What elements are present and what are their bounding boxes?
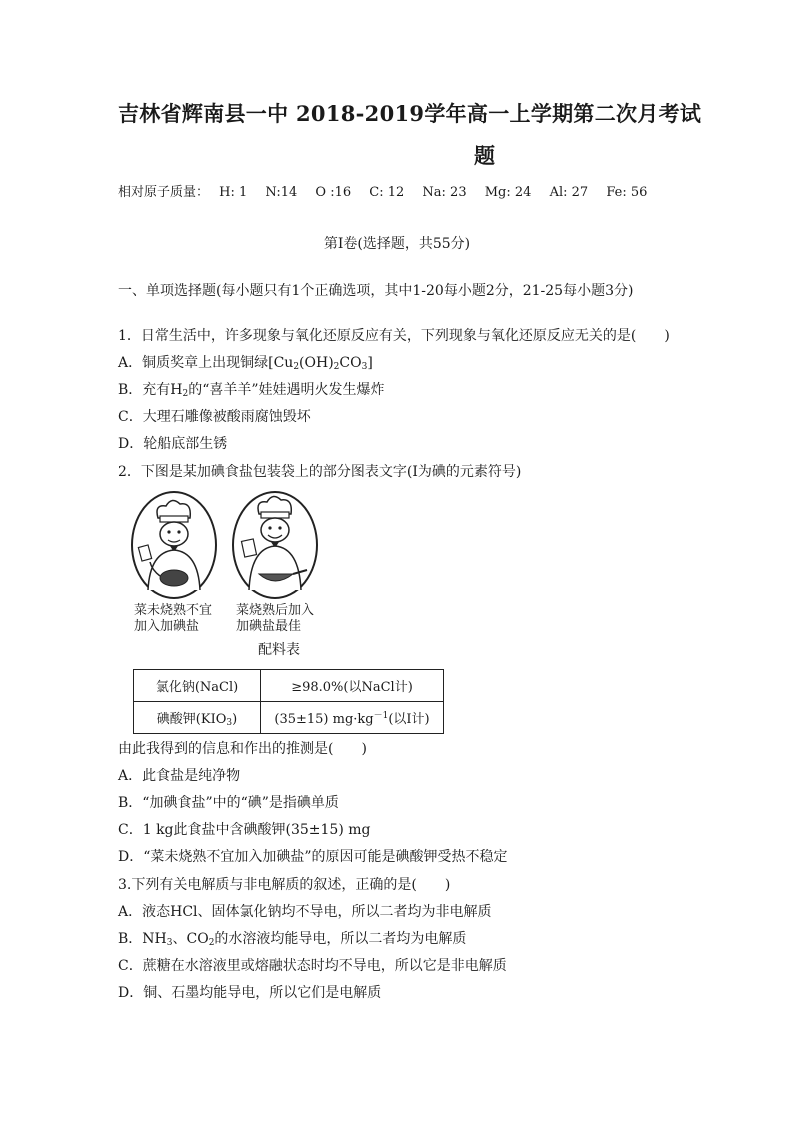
q3-option-a: A．液态HCl、固体氯化钠均不导电，所以二者均为非电解质	[118, 904, 492, 920]
q3-option-d: D．铜、石墨均能导电，所以它们是电解质	[118, 985, 382, 1001]
caption-right: 菜烧熟后加入 加碘盐最佳	[236, 603, 315, 634]
q1-option-b: B．充有$H_2$的“喜羊羊”娃娃遇明火发生爆炸	[118, 382, 385, 399]
q2-stem: 2．下图是某加碘食盐包装袋上的部分图表文字(Ⅰ为碘的元素符号)	[118, 464, 522, 480]
table-row	[134, 702, 444, 734]
table-cell: 氯化钠(NaCl)	[134, 670, 261, 702]
ingredients-table-title: 配料表	[258, 642, 300, 658]
part-title: 一、单项选择题(每小题只有1个正确选项，其中1-20每小题2分，21-25每小题3分)	[118, 283, 634, 299]
atomic-masses-label: 相对原子质量：	[118, 185, 210, 200]
q2-option-d: D．“菜未烧熟不宜加入加碘盐”的原因可能是碘酸钾受热不稳定	[118, 849, 508, 865]
table-cell: ≥98.0%(以NaCl计)	[261, 670, 444, 702]
mass-na: Na: 23	[422, 185, 467, 200]
mass-fe: Fe: 56	[606, 185, 648, 200]
mass-c: C: 12	[369, 185, 405, 200]
table-cell: (35±15) $mg\cdot kg^{-1}$(以Ⅰ计)	[261, 702, 444, 734]
mass-o: O :16	[315, 185, 352, 200]
mass-h: H: 1	[219, 185, 248, 200]
mass-mg: Mg: 24	[484, 185, 532, 200]
caption-left: 菜未烧熟不宜 加入加碘盐	[134, 603, 213, 634]
q1-option-c: C．大理石雕像被酸雨腐蚀毁坏	[118, 409, 311, 425]
volume-title: 第Ⅰ卷(选择题，共55分)	[323, 236, 471, 252]
exam-title: 吉林省辉南县一中 2018-2019学年高一上学期第二次月考试	[118, 101, 702, 126]
q2-option-b: B．“加碘食盐”中的“碘”是指碘单质	[118, 795, 339, 811]
q1-stem: 1．日常生活中，许多现象与氧化还原反应有关，下列现象与氧化还原反应无关的是( )	[118, 328, 670, 344]
q1-option-a: A．铜质奖章上出现铜绿$[Cu_2(OH)_2CO_3]$	[118, 355, 373, 372]
q3-option-c: C．蔗糖在水溶液里或熔融状态时均不导电，所以它是非电解质	[118, 958, 507, 974]
q2-option-a: A．此食盐是纯净物	[118, 768, 241, 784]
table-cell: 碘酸钾$(KIO_3)$	[134, 702, 261, 734]
mass-al: Al: 27	[549, 185, 589, 200]
chef-illustration-right	[231, 490, 319, 600]
q3-stem: 3.下列有关电解质与非电解质的叙述，正确的是( )	[118, 877, 451, 893]
exam-title-continued: 题	[474, 143, 495, 168]
q2-question: 由此我得到的信息和作出的推测是( )	[118, 741, 367, 757]
q3-option-b: B．$NH_3$、$CO_2$的水溶液均能导电，所以二者均为电解质	[118, 931, 467, 948]
table-row	[134, 670, 444, 702]
ingredients-table	[133, 669, 444, 734]
chef-illustration-left	[130, 490, 218, 600]
q2-option-c: C．1 kg此食盐中含碘酸钾(35±15) mg	[118, 822, 371, 838]
atomic-masses	[118, 181, 661, 200]
q1-option-d: D．轮船底部生锈	[118, 436, 228, 452]
mass-n: N:14	[265, 185, 298, 200]
